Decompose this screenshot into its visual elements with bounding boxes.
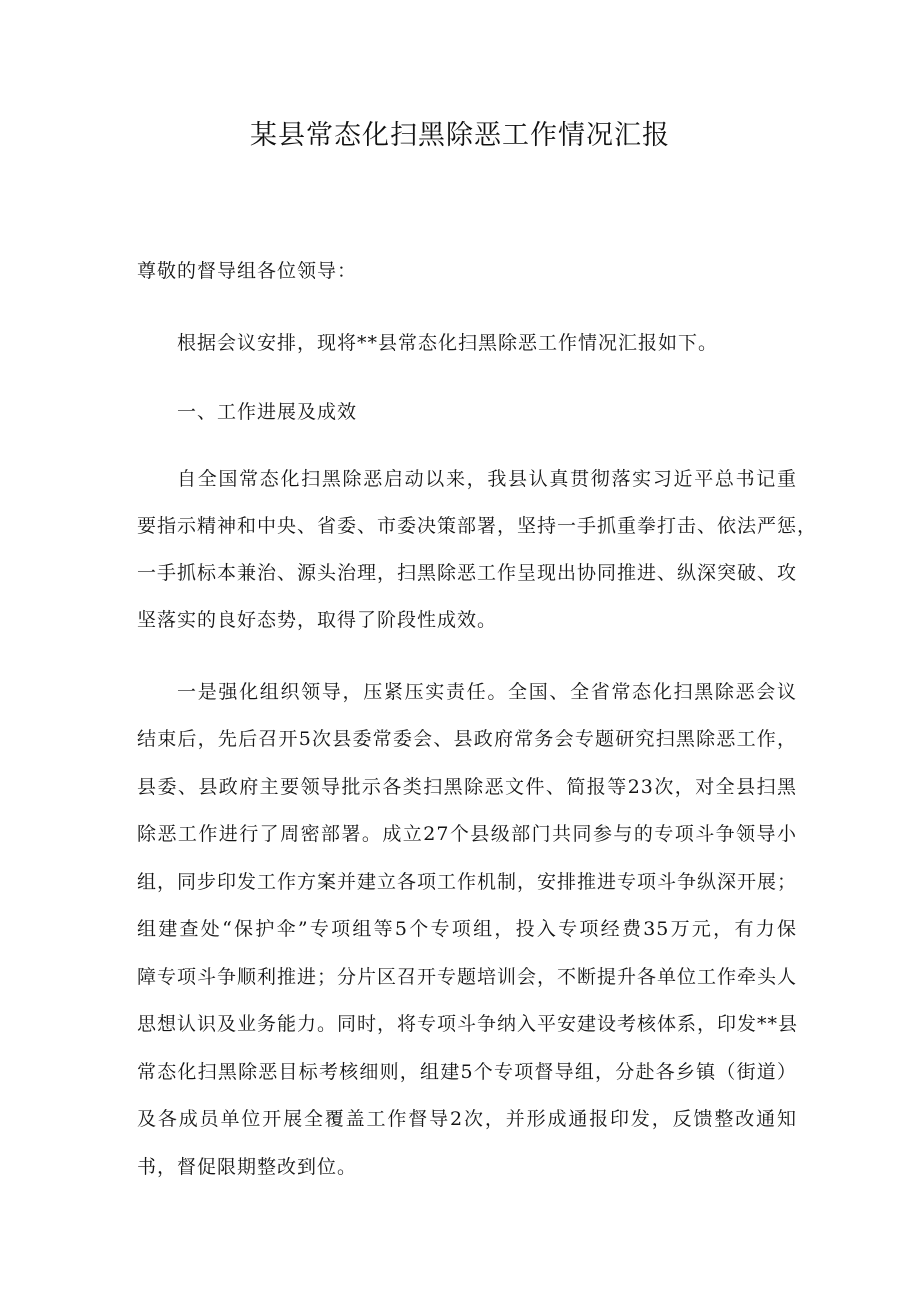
salutation: 尊敬的督导组各位领导： (137, 260, 358, 282)
paragraph-line: 结束后，先后召开5次县委常委会、县政府常务会专题研究扫黑除恶工作， (137, 728, 797, 750)
paragraph-line: 除恶工作进行了周密部署。成立27个县级部门共同参与的专项斗争领导小 (137, 823, 797, 845)
paragraph-line: 一是强化组织领导，压紧压实责任。全国、全省常态化扫黑除恶会议 (177, 681, 797, 703)
paragraph-line: 要指示精神和中央、省委、市委决策部署，坚持一手抓重拳打击、依法严惩， (137, 515, 818, 537)
section-heading: 一、工作进展及成效 (177, 401, 358, 423)
paragraph-line: 书，督促限期整改到位。 (137, 1156, 358, 1178)
paragraph-line: 常态化扫黑除恶目标考核细则，组建5个专项督导组，分赴各乡镇（街道） (137, 1061, 797, 1083)
paragraph-line: 障专项斗争顺利推进；分片区召开专题培训会，不断提升各单位工作牵头人 (137, 966, 798, 988)
paragraph-line: 县委、县政府主要领导批示各类扫黑除恶文件、简报等23次，对全县扫黑 (137, 776, 797, 798)
paragraph-line: 及各成员单位开展全覆盖工作督导2次，并形成通报印发，反馈整改通知 (137, 1108, 797, 1130)
document-title: 某县常态化扫黑除恶工作情况汇报 (250, 120, 670, 151)
paragraph-line: 一手抓标本兼治、源头治理，扫黑除恶工作呈现出协同推进、纵深突破、攻 (137, 562, 798, 584)
paragraph-line: 思想认识及业务能力。同时，将专项斗争纳入平安建设考核体系，印发**县 (137, 1013, 799, 1035)
intro-paragraph: 根据会议安排，现将**县常态化扫黑除恶工作情况汇报如下。 (177, 332, 719, 354)
paragraph-line: 组建查处“保护伞”专项组等5个专项组，投入专项经费35万元，有力保 (137, 918, 797, 940)
paragraph-line: 自全国常态化扫黑除恶启动以来，我县认真贯彻落实习近平总书记重 (177, 468, 797, 490)
paragraph-line: 坚落实的良好态势，取得了阶段性成效。 (137, 609, 498, 631)
paragraph-line: 组，同步印发工作方案并建立各项工作机制，安排推进专项斗争纵深开展； (137, 871, 798, 893)
